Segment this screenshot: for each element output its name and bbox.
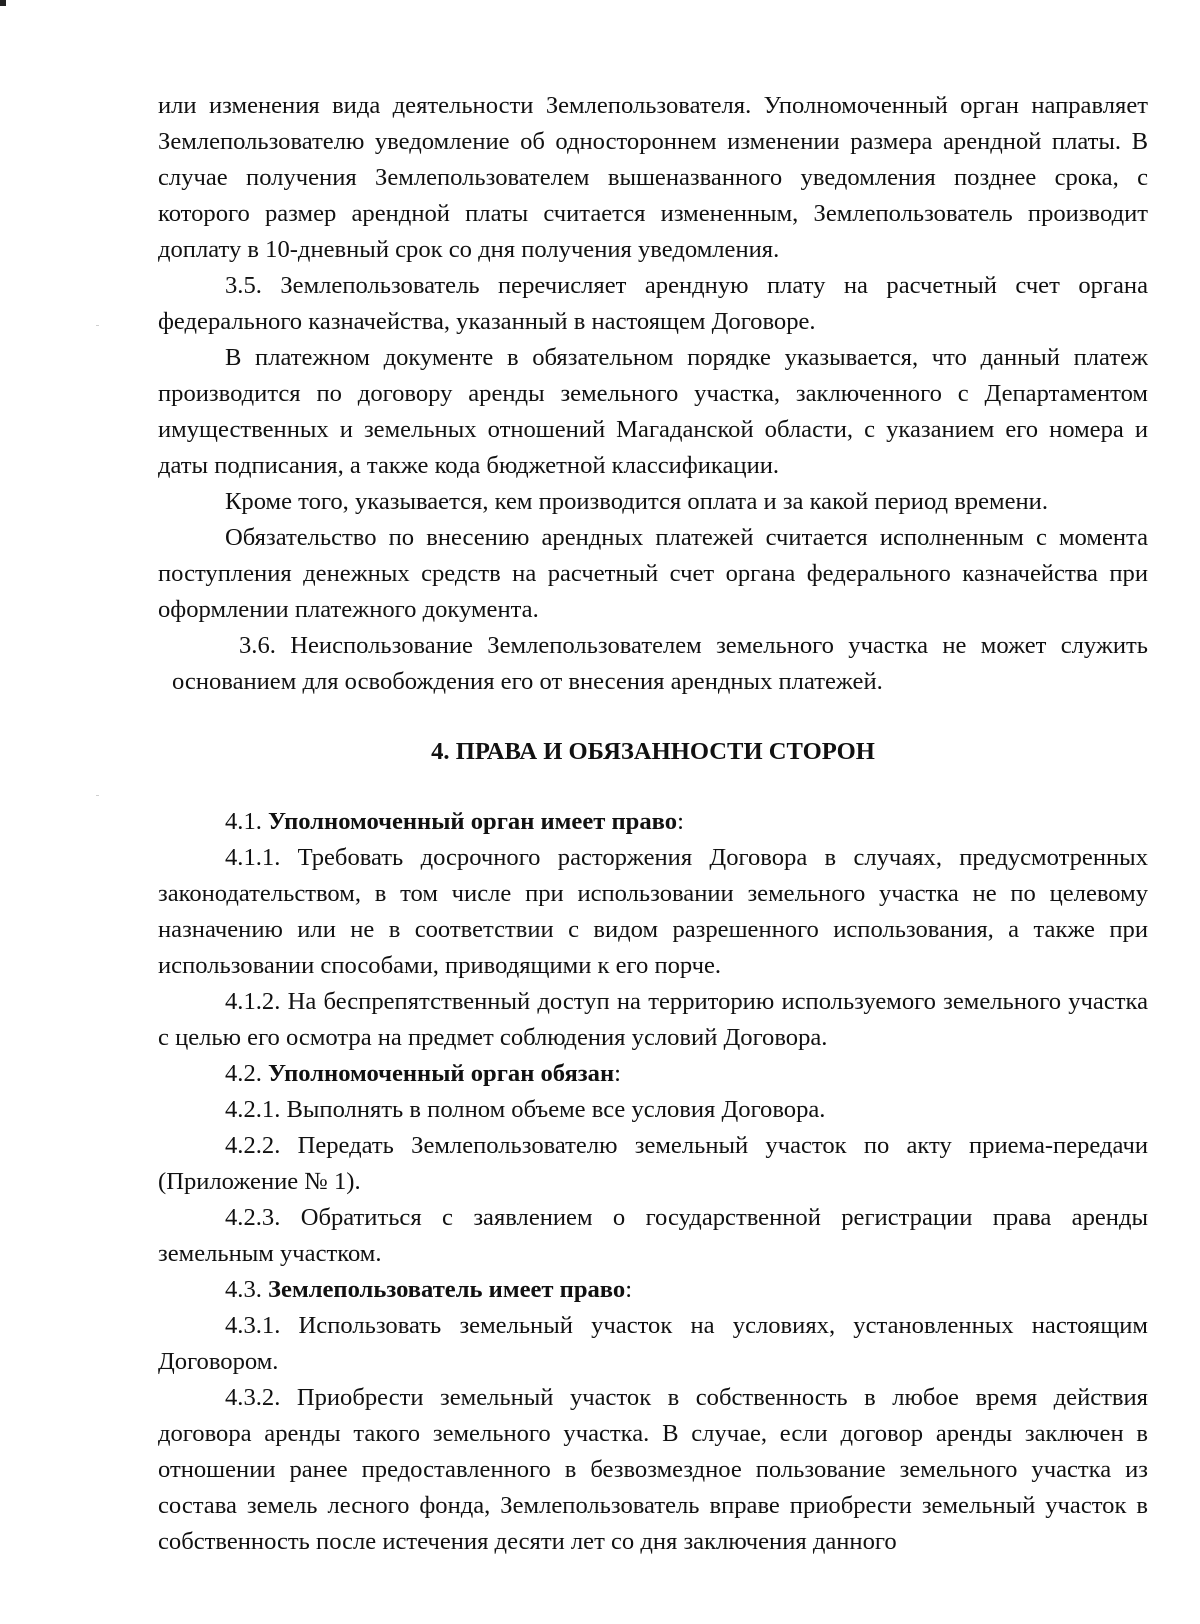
paragraph-payment-document: В платежном документе в обязательном порядке указывается, что данный платеж производится по договору аренды земельного участка, заключенного с Департаментом имущественных и земельных отношений Магаданской области, с указанием его номера и даты подписания, а также кода бюджетной классификации. [158,344,1148,479]
clause-4-2-heading [158,1056,1148,1092]
paragraph-3-5: 3.5. Землепользователь перечисляет арендную плату на расчетный счет органа федерального казначейства, указанный в настоящем Договоре. [158,272,1148,335]
scan-speck [96,325,99,326]
clause-heading-tail: : [625,1276,633,1303]
clause-number: 4.2. [225,1060,262,1087]
paragraph-3-6: 3.6. Неиспользование Землепользователем земельного участка не может служить основанием для освобождения его от внесения арендных платежей. [172,632,1148,695]
clause-number: 4.1. [225,808,262,835]
clause-heading-bold: Уполномоченный орган обязан [268,1060,615,1087]
paragraph-continuation: или изменения вида деятельности Землепользователя. Уполномоченный орган направляет Землепользователю уведомление об одностороннем изменении размера арендной платы. В случае получения Землепользователем вышеназванного уведомления позднее срока, с которого размер арендной платы считается измененным, Землепользователь производит доплату в 10-дневный срок со дня получения уведомления. [158,92,1148,263]
paragraph-obligation-fulfilled: Обязательство по внесению арендных платежей считается исполненным с момента поступления денежных средств на расчетный счет органа федерального казначейства при оформлении платежного документа. [158,524,1148,623]
section-title: 4. ПРАВА И ОБЯЗАННОСТИ СТОРОН [431,738,875,765]
clause-4-1-heading [158,804,1148,840]
clause-heading-tail: : [614,1060,621,1087]
clause-4-3-2: 4.3.2. Приобрести земельный участок в собственность в любое время действия договора аренды такого земельного участка. В случае, если договор аренды заключен в отношении ранее предоставленного в безвозмездное пользование земельного участка из состава земель лесного фонда, Землепользователь вправе приобрести земельный участок в собственность после истечения десяти лет со дня заключения данного [158,1384,1148,1555]
paragraph-payer-period: Кроме того, указывается, кем производится оплата и за какой период времени. [225,488,1048,515]
clause-heading-bold: Землепользователь имеет право [268,1276,626,1303]
clause-heading-tail: : [677,808,684,835]
clause-4-3-1: 4.3.1. Использовать земельный участок на условиях, установленных настоящим Договором. [158,1312,1148,1375]
clause-4-1-1: 4.1.1. Требовать досрочного расторжения Договора в случаях, предусмотренных законодательством, в том числе при использовании земельного участка не по целевому назначению или не в соответствии с видом разрешенного использования, а также при использовании способами, приводящими к его порче. [158,844,1148,979]
clause-4-2-1: 4.2.1. Выполнять в полном объеме все условия Договора. [225,1096,826,1123]
clause-number: 4.3. [225,1276,262,1303]
scan-corner-mark [0,0,6,6]
clause-heading-bold: Уполномоченный орган имеет право [268,808,678,835]
scan-speck [96,795,99,796]
clause-4-3-heading [158,1272,1148,1308]
clause-4-2-2: 4.2.2. Передать Землепользователю земельный участок по акту приема-передачи (Приложение № 1). [158,1132,1148,1195]
clause-4-1-2: 4.1.2. На беспрепятственный доступ на территорию используемого земельного участка с целью его осмотра на предмет соблюдения условий Договора. [158,988,1148,1051]
document-body [158,88,1148,1560]
clause-4-2-3: 4.2.3. Обратиться с заявлением о государственной регистрации права аренды земельным участком. [158,1204,1148,1267]
